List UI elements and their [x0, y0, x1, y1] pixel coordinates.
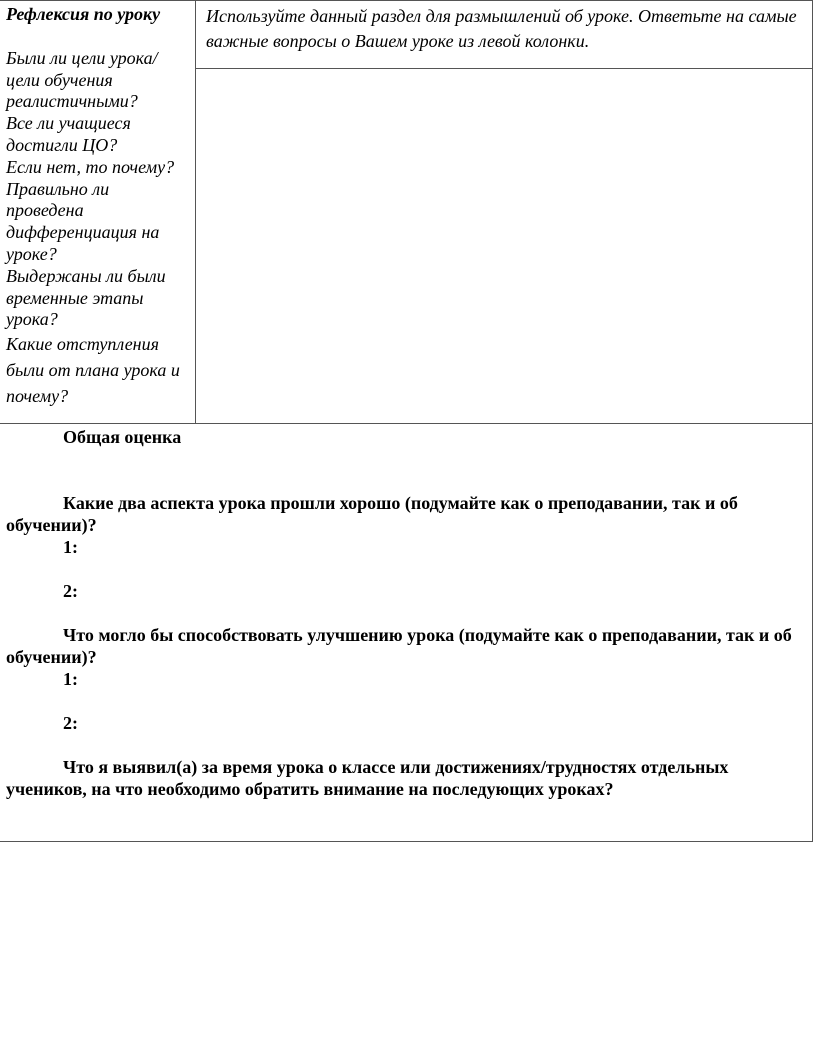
- question-class-findings: Что я выявил(а) за время урока о классе или достижениях/трудностях отдельных учеников, на что необходимо обратить внимание на последующих уроках?: [6, 757, 729, 799]
- instruction-cell: Используйте данный раздел для размышлений об уроке. Ответьте на самые важные вопросы о Вашем уроке из левой колонки.: [196, 1, 812, 69]
- question-went-well: Какие два аспекта урока прошли хорошо (подумайте как о преподавании, так и об обучении)?: [6, 493, 738, 535]
- went-well-item-1[interactable]: 1:: [63, 537, 78, 557]
- question-differentiation: Правильно ли проведена дифференциация на уроке?: [6, 178, 160, 264]
- reflection-title: Рефлексия по уроку: [6, 4, 161, 24]
- improvement-item-2[interactable]: 2:: [63, 713, 78, 733]
- question-goals-realistic: Были ли цели урока/цели обучения реалистичными?: [6, 47, 158, 112]
- question-improvements: Что могло бы способствовать улучшению урока (подумайте как о преподавании, так и об обучении)?: [6, 625, 792, 667]
- row-divider: [0, 423, 812, 424]
- improvement-item-1[interactable]: 1:: [63, 669, 78, 689]
- reflection-questions-cell: [0, 1, 196, 423]
- summary-section: [6, 426, 796, 800]
- reflection-answer-cell[interactable]: [196, 69, 812, 423]
- summary-heading: Общая оценка: [63, 427, 182, 447]
- question-deviations: Какие отступления были от плана урока и почему?: [6, 334, 180, 407]
- question-goals-achieved: Все ли учащиеся достигли ЦО?: [6, 113, 131, 155]
- question-time-stages: Выдержаны ли были временные этапы урока?: [6, 265, 166, 330]
- question-why-not: Если нет, то почему?: [6, 156, 175, 177]
- went-well-item-2[interactable]: 2:: [63, 581, 78, 601]
